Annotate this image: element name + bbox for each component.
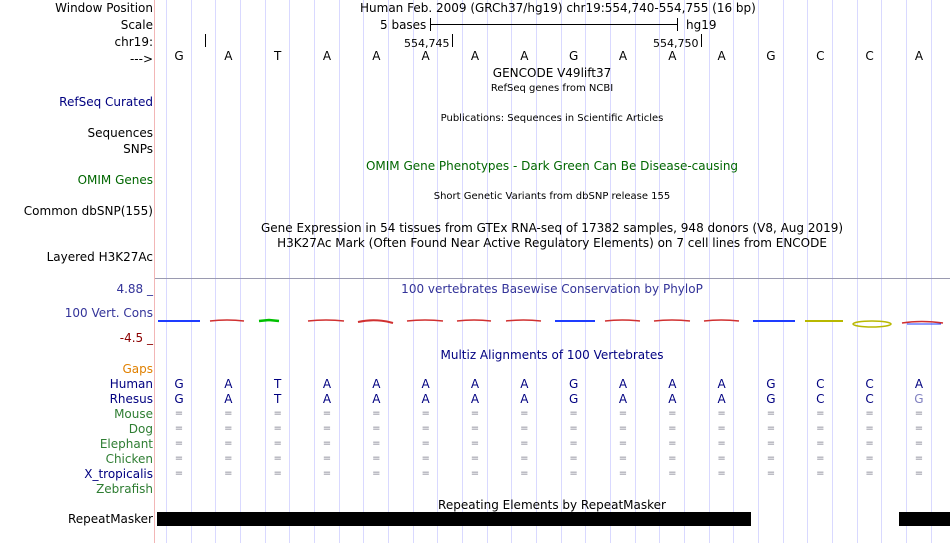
alignment-base: = [668, 453, 677, 464]
alignment-base: = [224, 438, 233, 449]
guide-line [314, 0, 315, 543]
alignment-base: A [372, 392, 381, 406]
guide-line [289, 0, 290, 543]
alignment-base: G [766, 392, 776, 406]
sequence-base: A [668, 49, 677, 63]
phylop-graph [155, 312, 950, 330]
species-label[interactable]: Elephant [99, 437, 153, 451]
alignment-base: = [766, 408, 776, 419]
alignment-base: = [618, 438, 628, 449]
guide-line [783, 0, 784, 543]
alignment-base: A [421, 377, 430, 391]
alignment-base: = [174, 423, 184, 434]
guide-line [462, 0, 463, 543]
phylop-track-title: 100 vertebrates Basewise Conservation by PhyloP [401, 282, 703, 296]
guide-line [635, 0, 636, 543]
h3k27ac-track-title: H3K27Ac Mark (Often Found Near Active Regulatory Elements) on 7 cell lines from ENCODE [277, 236, 827, 250]
alignment-base: C [816, 377, 825, 391]
sequence-base: C [816, 49, 825, 63]
track-separator [155, 278, 950, 279]
alignment-base: = [914, 408, 924, 419]
guide-line [684, 0, 685, 543]
alignment-base: G [766, 377, 776, 391]
guide-line [413, 0, 414, 543]
gencode-track-title[interactable]: GENCODE V49lift37 [492, 66, 612, 80]
alignment-base: = [816, 423, 825, 434]
alignment-base: = [322, 468, 332, 479]
window-position-label[interactable]: Window Position [55, 1, 153, 15]
guide-line [709, 0, 710, 543]
sequence-base: A [421, 49, 430, 63]
alignment-base: = [717, 438, 726, 449]
guide-line [265, 0, 266, 543]
alignment-base: = [421, 453, 430, 464]
omim-track-title: OMIM Gene Phenotypes - Dark Green Can Be Disease-causing [365, 159, 739, 173]
alignment-base: G [174, 392, 184, 406]
guide-line [166, 0, 167, 543]
alignment-base: = [717, 468, 726, 479]
sequence-base: A [914, 49, 924, 63]
alignment-base: = [224, 468, 233, 479]
alignment-base: G [174, 377, 184, 391]
alignment-base: A [668, 392, 677, 406]
alignment-base: = [372, 423, 381, 434]
alignment-base: = [520, 423, 529, 434]
phylop-label[interactable]: 100 Vert. Cons [64, 306, 153, 320]
phylop-min-label: -4.5 _ [119, 331, 153, 345]
alignment-base: = [618, 423, 628, 434]
alignment-base: = [273, 408, 282, 419]
sequence-base: A [717, 49, 726, 63]
alignment-base: A [668, 377, 677, 391]
alignment-base: = [224, 408, 233, 419]
sequence-base: A [372, 49, 381, 63]
alignment-base: = [569, 408, 578, 419]
guide-line [832, 0, 833, 543]
alignment-base: = [470, 438, 480, 449]
alignment-base: T [273, 377, 282, 391]
alignment-base: = [717, 423, 726, 434]
guide-line [437, 0, 438, 543]
layered-h3k27ac-label[interactable]: Layered H3K27Ac [46, 250, 153, 264]
alignment-base: A [520, 377, 529, 391]
alignment-base: = [668, 423, 677, 434]
guide-line [240, 0, 241, 543]
species-label[interactable]: Dog [128, 422, 153, 436]
sequence-base: A [322, 49, 332, 63]
guide-line [857, 0, 858, 543]
alignment-base: A [717, 392, 726, 406]
species-label[interactable]: Zebrafish [96, 482, 153, 496]
sequence-base: A [470, 49, 480, 63]
alignment-base: = [174, 438, 184, 449]
strand-label: ---> [129, 52, 153, 66]
alignment-base: = [520, 468, 529, 479]
alignment-base: = [174, 468, 184, 479]
guide-line [215, 0, 216, 543]
alignment-base: = [914, 438, 924, 449]
alignment-base: T [273, 392, 282, 406]
alignment-base: A [224, 377, 233, 391]
refseq-track-title: RefSeq genes from NCBI [490, 83, 614, 94]
alignment-base: = [816, 438, 825, 449]
guide-line [807, 0, 808, 543]
alignment-base: = [273, 423, 282, 434]
alignment-base: A [470, 377, 480, 391]
guide-line [881, 0, 882, 543]
coord-tick-0 [205, 34, 206, 47]
alignment-base: = [914, 453, 924, 464]
guide-line [388, 0, 389, 543]
alignment-base: A [618, 377, 628, 391]
alignment-base: = [865, 438, 874, 449]
alignment-base: = [322, 453, 332, 464]
chr-label[interactable]: chr19: [114, 35, 153, 49]
alignment-base: = [421, 408, 430, 419]
alignment-base: = [569, 468, 578, 479]
coord-label-1: 554,745 [404, 37, 450, 50]
refseq-curated-label[interactable]: RefSeq Curated [59, 95, 153, 109]
alignment-base: = [569, 453, 578, 464]
species-label[interactable]: X_tropicalis [84, 467, 153, 481]
publications-track-title: Publications: Sequences in Scientific Articles [440, 113, 664, 124]
alignment-base: = [470, 408, 480, 419]
coord-label-2: 554,750 [653, 37, 699, 50]
guide-line [931, 0, 932, 543]
alignment-base: = [421, 468, 430, 479]
alignment-base: = [766, 438, 776, 449]
alignment-base: = [865, 468, 874, 479]
alignment-base: = [865, 423, 874, 434]
alignment-base: A [717, 377, 726, 391]
alignment-base: = [224, 423, 233, 434]
scale-bar-right-tick [677, 18, 678, 31]
guide-line [191, 0, 192, 543]
alignment-base: = [520, 453, 529, 464]
alignment-base: A [470, 392, 480, 406]
alignment-base: = [273, 468, 282, 479]
guide-line [906, 0, 907, 543]
alignment-base: = [273, 453, 282, 464]
alignment-base: = [668, 408, 677, 419]
sequence-base: A [224, 49, 233, 63]
alignment-base: = [273, 438, 282, 449]
gtex-track-title: Gene Expression in 54 tissues from GTEx RNA-seq of 17382 samples, 948 donors (V8, Aug 2019) [260, 221, 844, 235]
alignment-base: = [766, 453, 776, 464]
alignment-base: A [520, 392, 529, 406]
alignment-base: C [865, 392, 874, 406]
coord-tick-2 [701, 34, 702, 47]
sequence-base: A [520, 49, 529, 63]
alignment-base: = [372, 408, 381, 419]
alignment-base: A [372, 377, 381, 391]
alignment-base: A [421, 392, 430, 406]
alignment-base: = [816, 408, 825, 419]
guide-line [758, 0, 759, 543]
alignment-base: = [372, 468, 381, 479]
alignment-base: = [766, 468, 776, 479]
snps-label[interactable]: SNPs [123, 142, 153, 156]
alignment-base: A [914, 377, 924, 391]
alignment-base: A [224, 392, 233, 406]
sequence-base: A [618, 49, 628, 63]
alignment-base: = [520, 438, 529, 449]
window-position-value: Human Feb. 2009 (GRCh37/hg19) chr19:554,740-554,755 (16 bp) [360, 1, 756, 15]
alignment-base: = [865, 453, 874, 464]
phylop-bars [158, 320, 943, 327]
guide-line [487, 0, 488, 543]
repeat-element-block[interactable] [157, 512, 751, 526]
sequence-base: G [174, 49, 184, 63]
alignment-base: G [568, 377, 579, 391]
label-divider [154, 0, 155, 543]
sequence-base: C [865, 49, 874, 63]
alignment-base: = [322, 408, 332, 419]
guide-line [659, 0, 660, 543]
alignment-base: = [865, 408, 874, 419]
guide-line [363, 0, 364, 543]
alignment-base: = [668, 468, 677, 479]
alignment-base: A [322, 392, 332, 406]
sequence-base: T [273, 49, 282, 63]
alignment-base: = [816, 468, 825, 479]
alignment-base: = [421, 423, 430, 434]
scale-left-text: 5 bases [380, 18, 427, 32]
alignment-base: G [568, 392, 579, 406]
alignment-base: = [717, 453, 726, 464]
alignment-base: = [618, 408, 628, 419]
alignment-base: = [520, 408, 529, 419]
multiz-track-title: Multiz Alignments of 100 Vertebrates [440, 348, 664, 362]
alignment-base: = [224, 453, 233, 464]
alignment-base: = [470, 453, 480, 464]
alignment-base: = [717, 408, 726, 419]
coord-tick-1 [452, 34, 453, 47]
alignment-base: = [470, 423, 480, 434]
repeat-element-block[interactable] [899, 512, 950, 526]
alignment-base: = [668, 438, 677, 449]
dbsnp-label[interactable]: Common dbSNP(155) [23, 204, 153, 218]
dbsnp-track-title: Short Genetic Variants from dbSNP release 155 [433, 191, 671, 202]
alignment-base: = [372, 438, 381, 449]
alignment-base: C [865, 377, 874, 391]
alignment-base: = [618, 468, 628, 479]
alignment-base: A [618, 392, 628, 406]
alignment-base: = [421, 438, 430, 449]
alignment-base: = [618, 453, 628, 464]
species-label[interactable]: Mouse [114, 407, 153, 421]
alignment-base: A [322, 377, 332, 391]
sequences-label[interactable]: Sequences [87, 126, 153, 140]
alignment-base: = [914, 468, 924, 479]
alignment-base: = [174, 453, 184, 464]
alignment-base: G [914, 392, 924, 406]
species-label[interactable]: Chicken [105, 452, 153, 466]
repeatmasker-label[interactable]: RepeatMasker [67, 512, 153, 526]
alignment-base: C [816, 392, 825, 406]
alignment-base: = [816, 453, 825, 464]
omim-genes-label[interactable]: OMIM Genes [77, 173, 153, 187]
sequence-base: G [766, 49, 776, 63]
alignment-base: = [322, 438, 332, 449]
alignment-base: = [569, 423, 578, 434]
alignment-base: = [372, 453, 381, 464]
alignment-base: = [569, 438, 578, 449]
guide-line [733, 0, 734, 543]
repeatmasker-track-title: Repeating Elements by RepeatMasker [438, 498, 666, 512]
scale-bar [430, 24, 677, 25]
scale-label[interactable]: Scale [120, 18, 153, 32]
alignment-base: = [766, 423, 776, 434]
species-label[interactable]: Human [109, 377, 153, 391]
alignment-base: = [174, 408, 184, 419]
alignment-base: = [914, 423, 924, 434]
scale-right-text: hg19 [686, 18, 717, 32]
alignment-base: = [322, 423, 332, 434]
scale-bar-left-tick [430, 18, 431, 31]
alignment-base: = [470, 468, 480, 479]
phylop-max-label: 4.88 _ [116, 282, 153, 296]
gaps-label[interactable]: Gaps [122, 362, 153, 376]
sequence-base: G [568, 49, 579, 63]
guide-line [339, 0, 340, 543]
species-label[interactable]: Rhesus [109, 392, 153, 406]
